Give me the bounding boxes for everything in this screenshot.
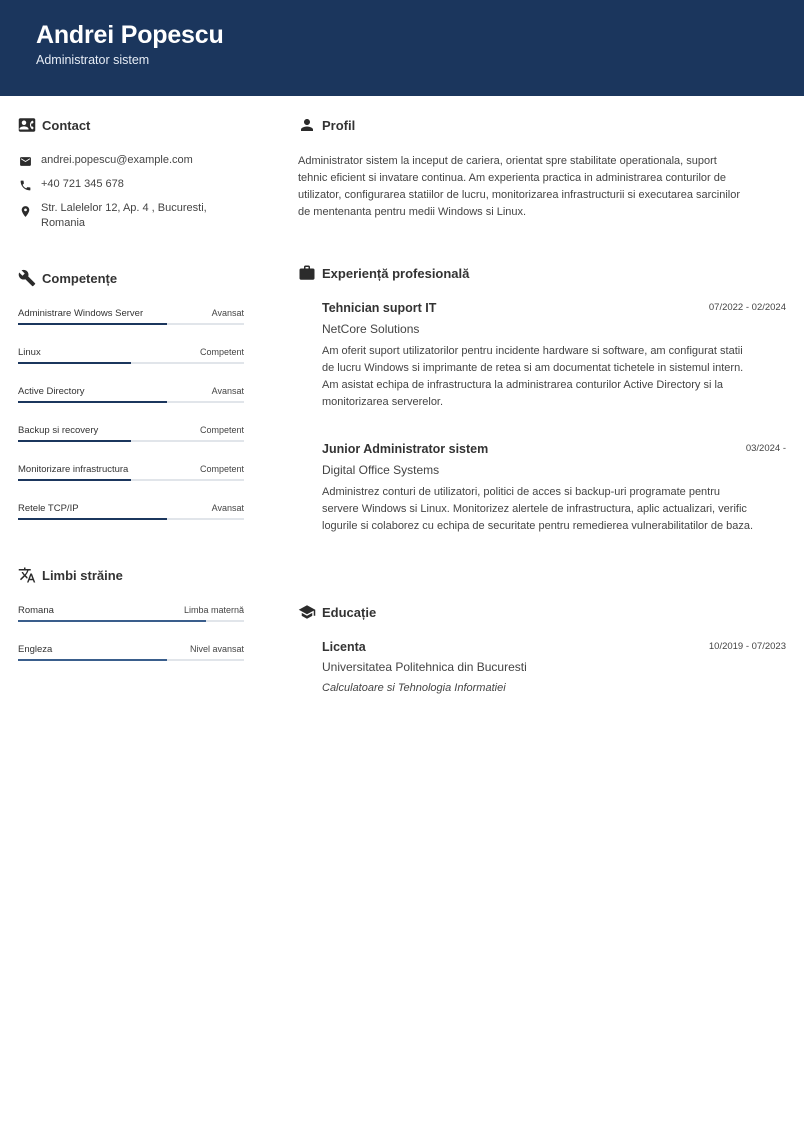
address-line-2: Romania bbox=[41, 217, 86, 229]
experience-heading-label: Experiență profesională bbox=[322, 265, 470, 281]
skill-level: Competent bbox=[199, 347, 244, 357]
education-school: Universitatea Politehnica din Bucuresti bbox=[322, 660, 527, 674]
skill-level: Avansat bbox=[211, 503, 244, 513]
address-line-1: Str. Lalelelor 12, Ap. 4 , Bucuresti, bbox=[41, 202, 207, 214]
skill-bar-fill bbox=[18, 440, 131, 442]
skill-name: Active Directory bbox=[18, 386, 85, 397]
skill-level: Competent bbox=[199, 425, 244, 435]
skills-heading-label: Competențe bbox=[42, 270, 118, 286]
language-level: Nivel avansat bbox=[189, 644, 244, 654]
job-description-line: Am oferit suport utilizatorilor pentru incidente hardware si software, am configurat statii bbox=[322, 345, 743, 357]
contact-address bbox=[18, 201, 207, 231]
job-entry-description bbox=[322, 343, 788, 411]
language-name: Romana bbox=[18, 605, 54, 616]
profile-line: tehnic eficient si invatare continua. Am experienta practica in administrarea conturilor de bbox=[298, 172, 727, 184]
profile-line: de mentenanta pentru medii Windows si Linux. bbox=[298, 206, 527, 218]
skill-bar-fill bbox=[18, 518, 167, 520]
skill-bar-fill bbox=[18, 401, 167, 403]
education-degree: Licenta bbox=[322, 640, 366, 654]
skill-item bbox=[18, 425, 244, 443]
skill-bar bbox=[18, 518, 244, 520]
education-heading bbox=[298, 602, 376, 622]
contact-heading-label: Contact bbox=[42, 117, 91, 133]
job-entry-company: Digital Office Systems bbox=[322, 463, 440, 477]
language-item bbox=[18, 644, 244, 662]
skill-item bbox=[18, 503, 244, 521]
language-level: Limba maternă bbox=[183, 605, 244, 615]
language-item bbox=[18, 605, 244, 623]
skill-name: Linux bbox=[18, 347, 41, 358]
profile-heading-label: Profil bbox=[322, 117, 356, 133]
job-description-line: servere Windows si Linux. Monitorizez alertele de infrastructura, aplic actualizari, verific bbox=[322, 503, 747, 515]
profile-summary bbox=[298, 153, 790, 221]
briefcase-icon bbox=[298, 264, 316, 282]
address-text bbox=[41, 201, 207, 231]
wrench-icon bbox=[18, 269, 36, 287]
job-entry-dates: 03/2024 - bbox=[745, 443, 786, 454]
skill-bar bbox=[18, 479, 244, 481]
skill-item bbox=[18, 347, 244, 365]
person-name: Andrei Popescu bbox=[36, 21, 224, 49]
job-entry-title: Junior Administrator sistem bbox=[322, 442, 489, 456]
skill-bar-fill bbox=[18, 479, 131, 481]
language-bar-fill bbox=[18, 620, 206, 622]
person-icon bbox=[298, 116, 316, 134]
contact-phone[interactable] bbox=[18, 177, 124, 192]
job-entry-title: Tehnician suport IT bbox=[322, 301, 437, 315]
languages-heading bbox=[18, 565, 123, 585]
job-entry bbox=[322, 301, 786, 411]
profile-line: utilizator, configurarea statiilor de lucru, monitorizarea infrastructurii si executarea sarcinilor bbox=[298, 189, 741, 201]
skill-bar bbox=[18, 440, 244, 442]
languages-heading-label: Limbi străine bbox=[42, 567, 123, 583]
language-bar bbox=[18, 659, 244, 661]
education-dates: 10/2019 - 07/2023 bbox=[708, 641, 786, 652]
skill-name: Monitorizare infrastructura bbox=[18, 464, 129, 475]
job-entry-dates: 07/2022 - 02/2024 bbox=[708, 302, 786, 313]
skill-bar-fill bbox=[18, 362, 131, 364]
resume-header bbox=[0, 0, 804, 96]
email-icon bbox=[18, 154, 32, 168]
phone-text: +40 721 345 678 bbox=[41, 178, 124, 190]
language-bar bbox=[18, 620, 244, 622]
job-description-line: Administrez conturi de utilizatori, politici de acces si backup-uri programate pentru bbox=[322, 486, 721, 498]
translate-icon bbox=[18, 566, 36, 584]
experience-heading bbox=[298, 263, 469, 283]
phone-icon bbox=[18, 178, 32, 192]
job-entry-company: NetCore Solutions bbox=[322, 322, 420, 336]
skill-bar-fill bbox=[18, 323, 167, 325]
profile-heading bbox=[298, 115, 355, 135]
skills-heading bbox=[18, 268, 117, 288]
skill-item bbox=[18, 386, 244, 404]
job-description-line: Am asistat echipa de infrastructura la administrarea conturilor Active Directory si la bbox=[322, 379, 724, 391]
job-entry-description bbox=[322, 484, 788, 535]
skill-name: Retele TCP/IP bbox=[18, 503, 79, 514]
profile-line: Administrator sistem la inceput de cariera, orientat spre stabilitate operationala, suport bbox=[298, 155, 717, 167]
skill-name: Backup si recovery bbox=[18, 425, 99, 436]
skill-level: Avansat bbox=[211, 308, 244, 318]
language-bar-fill bbox=[18, 659, 167, 661]
skill-item bbox=[18, 464, 244, 482]
skill-level: Avansat bbox=[211, 386, 244, 396]
education-field: Calculatoare si Tehnologia Informatiei bbox=[322, 682, 506, 694]
job-description-line: logurile si colaborez cu echipa de securitate pentru remedierea vulnerabilitatilor de baza. bbox=[322, 520, 754, 532]
skill-bar bbox=[18, 323, 244, 325]
skill-name: Administrare Windows Server bbox=[18, 308, 144, 319]
contact-card-icon bbox=[18, 116, 36, 134]
skill-level: Competent bbox=[199, 464, 244, 474]
skill-bar bbox=[18, 362, 244, 364]
language-name: Engleza bbox=[18, 644, 53, 655]
education-entry bbox=[322, 640, 786, 700]
location-pin-icon bbox=[18, 204, 32, 218]
education-heading-label: Educație bbox=[322, 604, 377, 620]
job-title: Administrator sistem bbox=[36, 53, 150, 67]
contact-email[interactable] bbox=[18, 153, 193, 168]
graduation-cap-icon bbox=[298, 603, 316, 621]
job-description-line: monitorizarea serverelor. bbox=[322, 396, 444, 408]
job-entry bbox=[322, 442, 786, 537]
email-text: andrei.popescu@example.com bbox=[41, 154, 193, 166]
skill-bar bbox=[18, 401, 244, 403]
skill-item bbox=[18, 308, 244, 326]
contact-heading bbox=[18, 115, 90, 135]
job-description-line: de lucru Windows si imprimante de retea si am documentat tichetele in sistemul intern. bbox=[322, 362, 744, 374]
